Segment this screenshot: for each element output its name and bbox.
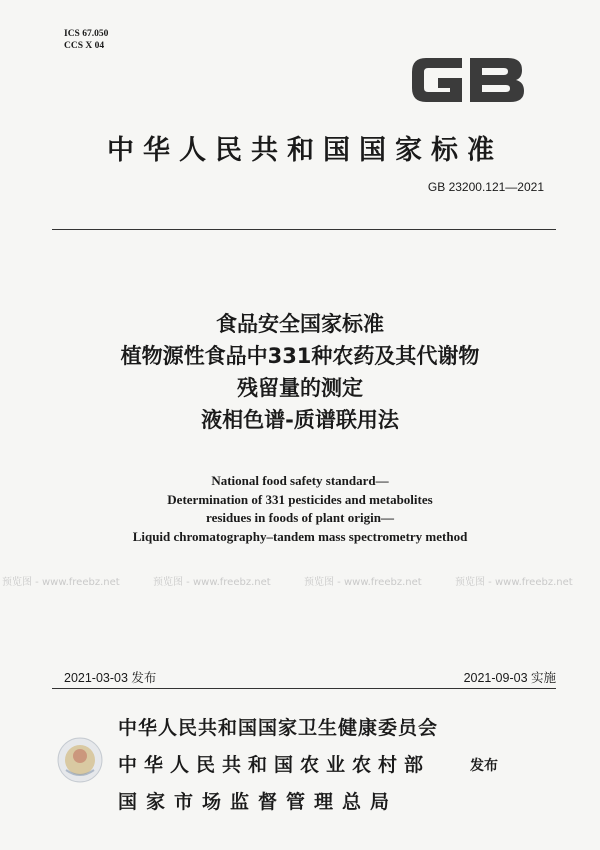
issuer-health-commission: 中华人民共和国国家卫生健康委员会 (118, 717, 439, 739)
standard-number: GB 23200.121—2021 (427, 180, 544, 194)
issue-date: 2021-03-03 发布 (64, 671, 157, 685)
watermark-text: 预览图 - www.freebz.net (2, 577, 120, 588)
chinese-title-line: 植物源性食品中331种农药及其代谢物 (120, 344, 480, 368)
gb-logo-icon (404, 48, 532, 112)
english-title-line: National food safety standard— (211, 473, 389, 488)
national-emblem-seal-icon (56, 736, 104, 784)
english-title (0, 472, 600, 546)
implementation-date: 2021-09-03 实施 (463, 671, 556, 685)
ics-code: ICS 67.050 (64, 29, 109, 39)
chinese-title-line: 液相色谱-质谱联用法 (201, 408, 399, 432)
national-standard-heading: 中华人民共和国国家标准 (107, 135, 503, 166)
bottom-divider (52, 688, 556, 689)
issuer-market-regulation: 国家市场监督管理总局 (118, 791, 399, 813)
chinese-title-line: 残留量的测定 (237, 376, 363, 400)
english-title-line: residues in foods of plant origin— (206, 510, 394, 525)
top-divider (52, 229, 556, 230)
classification-codes (64, 28, 108, 52)
english-title-line: Liquid chromatography–tandem mass spectrometry method (132, 528, 468, 544)
issuer-agriculture-ministry: 中华人民共和国农业农村部 (118, 754, 431, 776)
watermark-strip (0, 573, 600, 589)
chinese-title-line: 食品安全国家标准 (216, 312, 384, 336)
publish-label: 发布 (470, 758, 498, 774)
watermark-text: 预览图 - www.freebz.net (455, 577, 573, 588)
chinese-title (0, 308, 600, 436)
watermark-text: 预览图 - www.freebz.net (153, 577, 271, 588)
english-title-line: Determination of 331 pesticides and metabolites (167, 491, 433, 507)
ccs-code: CCS X 04 (64, 41, 105, 51)
watermark-text: 预览图 - www.freebz.net (304, 577, 422, 588)
